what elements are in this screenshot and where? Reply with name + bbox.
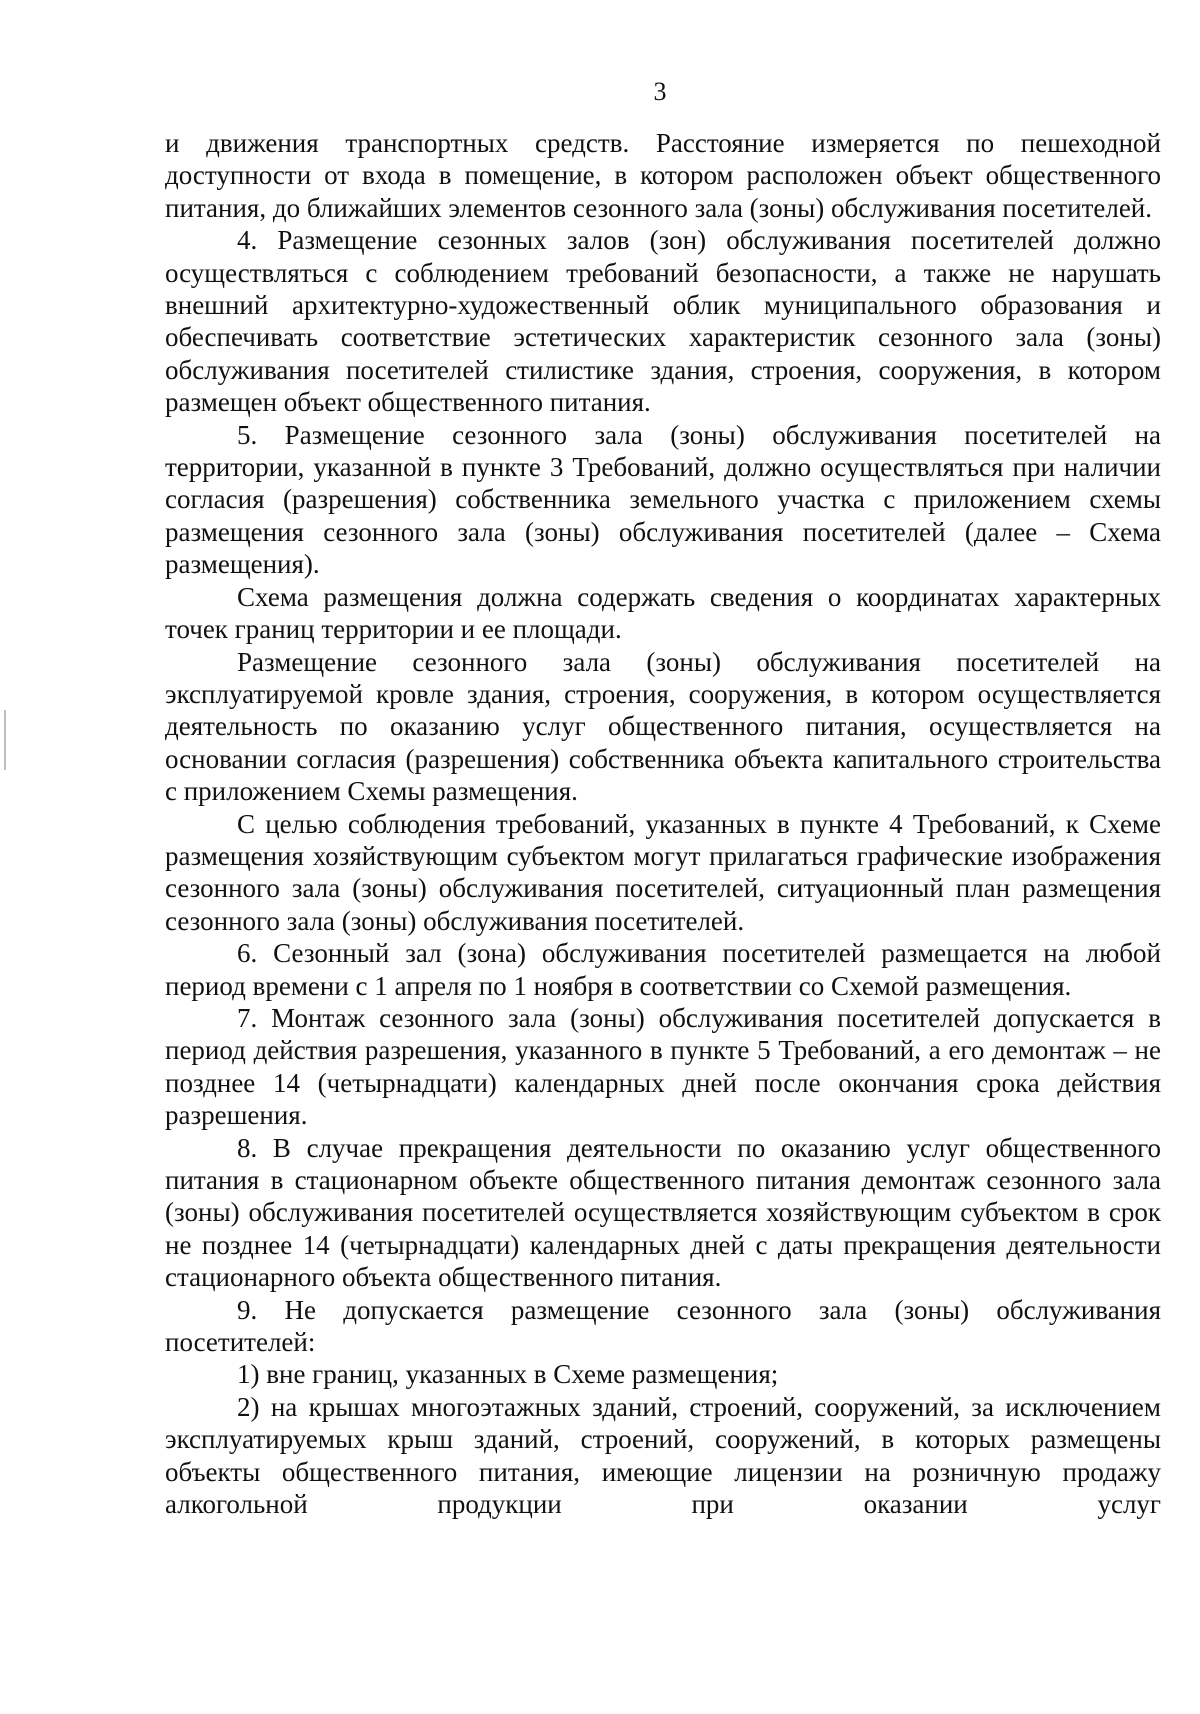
page-number: 3 (653, 77, 667, 106)
paragraph-1: и движения транспортных средств. Расстояние измеряется по пешеходной доступности от входа в помещение, в котором расположен объект общественного питания, до ближайших элементов сезонного зала (зоны) обслуживания посетителей. (165, 128, 1161, 223)
paragraph-8: 7. Монтаж сезонного зала (зоны) обслуживания посетителей допускается в период действия разрешения, указанного в пункте 5 Требований, а его демонтаж – не позднее 14 (четырнадцати) календарных дней после окончания срока действия разрешения. (165, 1002, 1161, 1131)
paragraph-4: Схема размещения должна содержать сведения о координатах характерных точек границ территории и ее площади. (165, 581, 1161, 645)
paragraph-7: 6. Сезонный зал (зона) обслуживания посетителей размещается на любой период времени с 1 апреля по 1 ноября в соответствии со Схемой размещения. (165, 938, 1161, 1001)
paragraph-6: С целью соблюдения требований, указанных в пункте 4 Требований, к Схеме размещения хозяйствующим субъектом могут прилагаться графические изображения сезонного зала (зоны) обслуживания посетителей, ситуационный план размещения сезонного зала (зоны) обслуживания посетителей. (165, 808, 1161, 936)
document-body (165, 127, 1161, 1520)
margin-scan-mark (4, 710, 6, 770)
paragraph-5: Размещение сезонного зала (зоны) обслуживания посетителей на эксплуатируемой кровле здания, строения, сооружения, в котором осуществляется деятельность по оказанию услуг общественного питания, осуществляется на основании согласия (разрешения) собственника объекта капитального строительства с приложением Схемы размещения. (165, 646, 1161, 807)
list-item-2: 2) на крышах многоэтажных зданий, строений, сооружений, за исключением эксплуатируемых крыш зданий, строений, сооружений, в которых размещены объекты общественного питания, имеющие лицензии на розничную продажу алкогольной продукции при оказании услуг (165, 1391, 1161, 1520)
list-item-1: 1) вне границ, указанных в Схеме размещения; (237, 1359, 779, 1390)
paragraph-2: 4. Размещение сезонных залов (зон) обслуживания посетителей должно осуществляться с соблюдением требований безопасности, а также не нарушать внешний архитектурно-художественный облик муниципального образования и обеспечивать соответствие эстетических характеристик сезонного зала (зоны) обслуживания посетителей стилистике здания, строения, сооружения, в котором размещен объект общественного питания. (165, 225, 1161, 418)
paragraph-3: 5. Размещение сезонного зала (зоны) обслуживания посетителей на территории, указанной в пункте 3 Требований, должно осуществляться при наличии согласия (разрешения) собственника земельного участка с приложением схемы размещения сезонного зала (зоны) обслуживания посетителей (далее – Схема размещения). (165, 419, 1161, 580)
paragraph-10: 9. Не допускается размещение сезонного зала (зоны) обслуживания посетителей: (165, 1294, 1161, 1358)
paragraph-9: 8. В случае прекращения деятельности по оказанию услуг общественного питания в стационарном объекте общественного питания демонтаж сезонного зала (зоны) обслуживания посетителей осуществляется хозяйствующим субъектом в срок не позднее 14 (четырнадцати) календарных дней с даты прекращения деятельности стационарного объекта общественного питания. (165, 1132, 1161, 1293)
